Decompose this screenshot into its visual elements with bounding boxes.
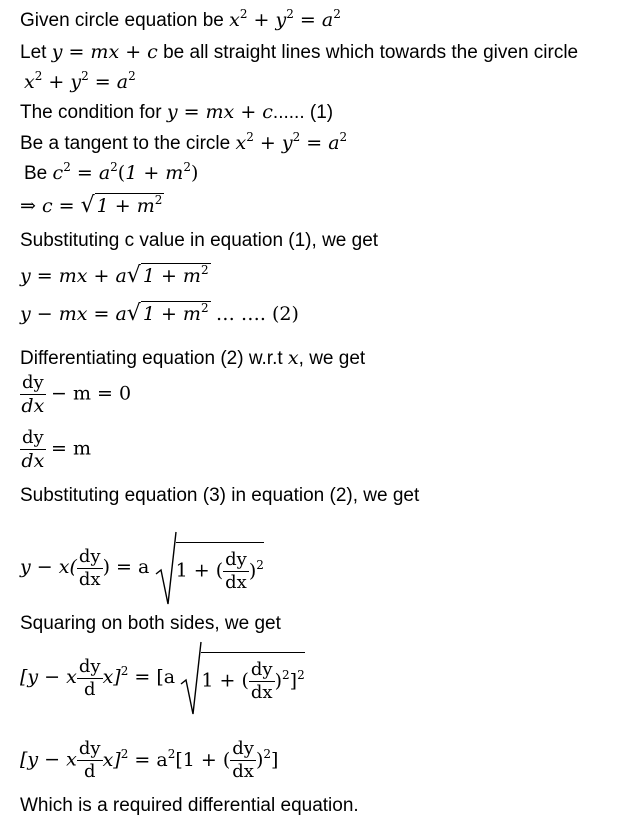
frac-num: dy	[22, 372, 44, 393]
line-let	[20, 40, 578, 65]
frac-den: dx	[21, 395, 45, 417]
line-tangent	[20, 131, 347, 156]
eq-diff-lhs: y − x(	[20, 556, 77, 579]
eq-sq-lhs-end: x]$^2$ =	[102, 664, 157, 689]
eq-2: y − mx = a√ $1 + m^2$	[20, 301, 209, 326]
frac-num: dy	[22, 427, 44, 448]
frac-den: dx	[78, 568, 101, 590]
line-condition	[20, 100, 333, 125]
line-differentiating	[20, 346, 365, 371]
line-eq-y	[20, 263, 211, 289]
line-squared-eq	[20, 640, 305, 716]
eq-circle-3: $x^2 + y^2 = a^2$	[235, 130, 348, 154]
frac-den: dx	[21, 450, 45, 472]
line-eq-2	[20, 301, 299, 327]
line-implies	[20, 193, 164, 219]
eq-line-2: y = mx + c	[166, 101, 273, 123]
eq-diff-eq: ) = a	[102, 556, 150, 579]
text-given-circle: Given circle equation be	[20, 10, 224, 31]
line-substituting-3	[20, 484, 419, 508]
frac-dy-dx-3	[77, 546, 103, 591]
frac-dy-d-1	[77, 656, 103, 701]
line-be	[24, 161, 198, 186]
frac-den: dx	[225, 572, 247, 593]
eq-sq-rhs-start: [a	[156, 666, 176, 689]
eq-circle: $x^2 + y^2 = a^2$	[229, 7, 341, 31]
frac-den: d	[83, 678, 96, 700]
frac-num: dy	[232, 738, 254, 759]
eq-final-lhs: [y − x	[20, 748, 77, 771]
frac-num: dy	[250, 659, 273, 680]
text-condition: The condition for	[20, 102, 162, 123]
frac-dy-dx-1	[20, 372, 46, 417]
line-squaring	[20, 612, 281, 636]
text-tangent: Be a tangent to the circle	[20, 133, 231, 154]
frac-den: dx	[250, 682, 273, 703]
eq-sq-sqrt-content: 1 + (	[201, 669, 249, 692]
eq-final-close: )$^2$]	[255, 746, 279, 771]
eq-final-lhs-end: x]$^2$ =	[102, 746, 157, 771]
frac-dy-dx-6	[230, 738, 256, 783]
line-conclusion	[20, 794, 359, 818]
line-derivative-2	[20, 427, 91, 472]
eq-sqrt-close: )$^2$	[248, 557, 264, 582]
frac-dy-d-2	[77, 738, 103, 783]
eq-circle-2: $x^2 + y^2 = a^2$	[24, 69, 136, 93]
eq-final-rhs: $a^2[1$ + (	[156, 746, 231, 771]
var-x: x	[287, 347, 299, 369]
eq-condition: $c^2 = a^2(1 + m^2)$	[52, 160, 199, 184]
text-we-get: , we get	[298, 348, 366, 369]
text-let: Let	[20, 42, 47, 63]
line-derivative-1	[20, 372, 131, 417]
frac-dy-dx-4	[223, 549, 249, 594]
text-substituting-c: Substituting c value in equation (1), we get	[20, 230, 379, 251]
text-eq-1: ...... (1)	[272, 102, 334, 123]
text-straight-lines: be all straight lines which towards the given circle	[163, 42, 579, 63]
frac-num: dy	[225, 549, 247, 570]
text-eq-2-label: … …. (2)	[215, 303, 299, 325]
frac-num: dy	[78, 738, 101, 759]
sqrt-sign	[155, 530, 177, 606]
eq-sq-lhs: [y − x	[20, 666, 77, 689]
eq-sqrt-content: 1 + (	[175, 559, 224, 582]
line-circle-eq	[24, 70, 136, 95]
frac-den: dx	[232, 761, 254, 782]
line-final-eq	[20, 738, 278, 783]
frac-num: dy	[78, 655, 101, 677]
eq-line: y = mx + c	[51, 41, 158, 63]
eq-sq-close: )$^2$]$^2$	[274, 667, 305, 692]
frac-dy-dx-5	[249, 659, 275, 704]
line-diff-eq	[20, 530, 264, 606]
line-substituting-c	[20, 229, 378, 253]
text-squaring: Squaring on both sides, we get	[20, 613, 281, 634]
frac-dy-dx-2	[20, 427, 46, 472]
frac-den: d	[83, 761, 96, 782]
text-be: Be	[24, 163, 48, 184]
eq-equals-m: = m	[50, 437, 91, 460]
eq-y: y = mx + a√ $1 + m^2$	[20, 263, 209, 288]
eq-c: ⇒ c = √ $1 + m^2$	[20, 193, 163, 218]
eq-minus-m: − m = 0	[50, 382, 132, 405]
text-differentiating: Differentiating equation (2) w.r.t	[20, 348, 283, 369]
line-given-circle	[20, 8, 341, 33]
frac-num: dy	[78, 545, 101, 567]
text-conclusion: Which is a required differential equation.	[20, 795, 359, 816]
text-substituting-3: Substituting equation (3) in equation (2), we get	[20, 485, 420, 506]
sqrt-sign-2	[180, 640, 202, 716]
